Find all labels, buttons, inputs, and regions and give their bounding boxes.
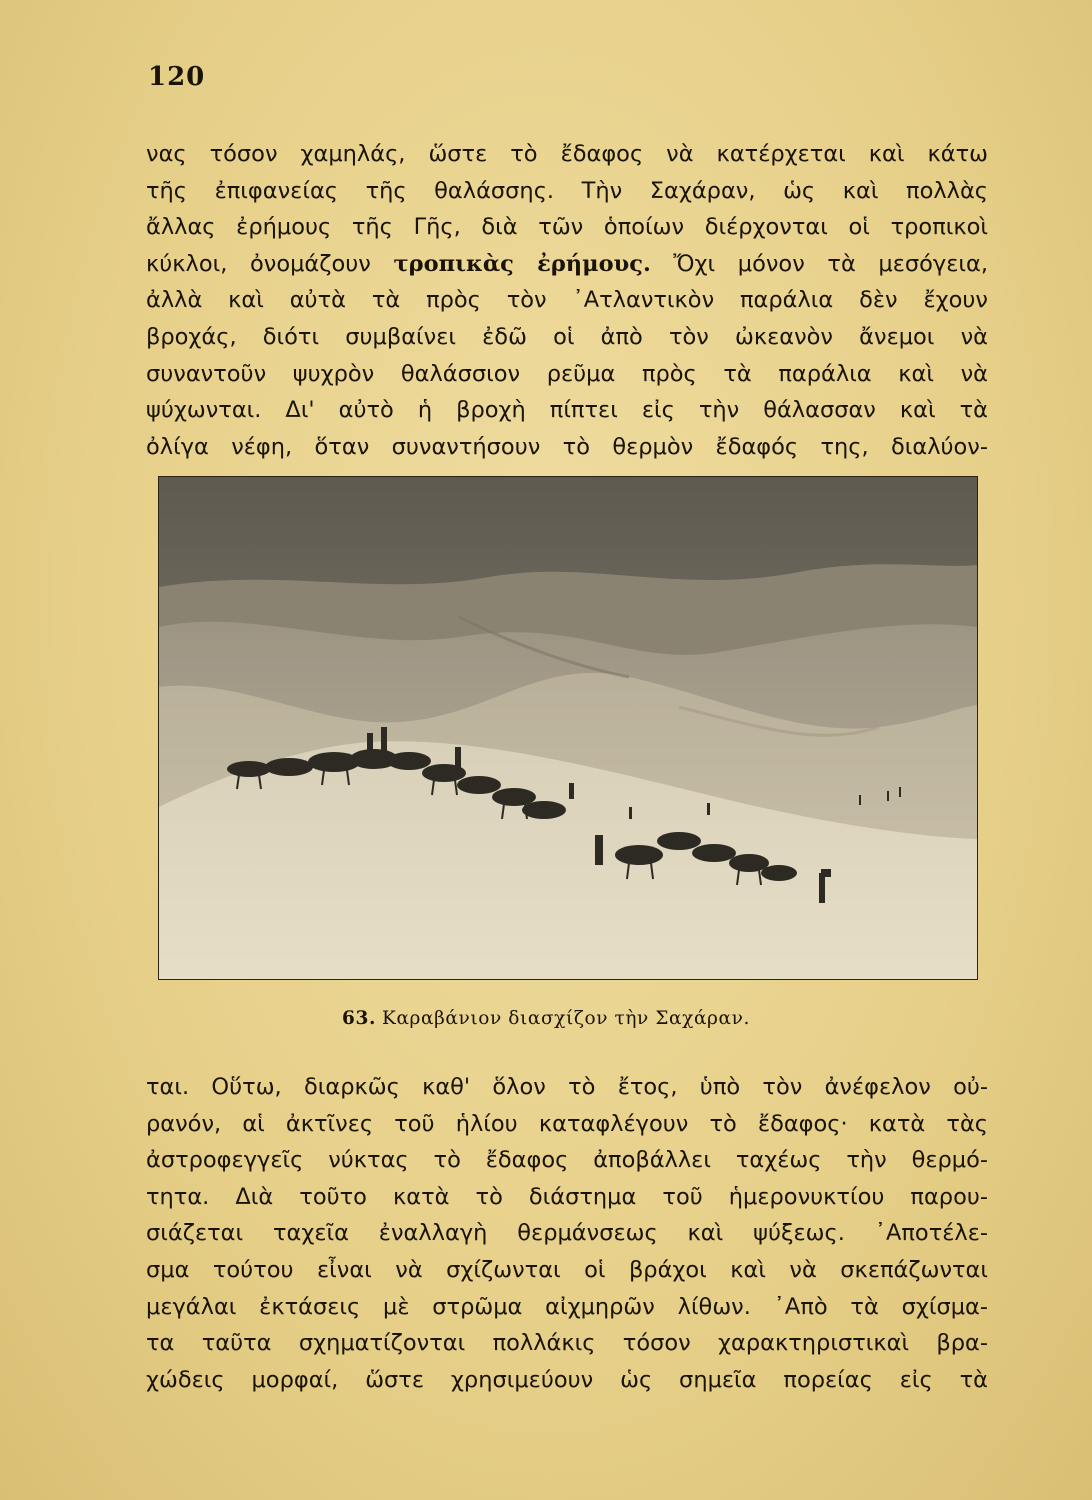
figure-caption [0, 1008, 1092, 1029]
text-segment: κύκλοι, ὀνομάζουν [146, 250, 371, 277]
bold-term: τροπικὰς ἐρήμους. [393, 250, 651, 277]
text-line: βροχάς, διότι συμβαίνει ἐδῶ οἱ ἀπὸ τὸν ὠκεανὸν ἄνεμοι νὰ [146, 323, 988, 350]
text-line: ρανόν, αἱ ἀκτῖνες τοῦ ἡλίου καταφλέγουν τὸ ἔδαφος· κατὰ τὰς [146, 1110, 988, 1137]
text-segment: Ὄχι μόνον τὰ μεσόγεια, [673, 250, 988, 277]
text-line: συναντοῦν ψυχρὸν θαλάσσιον ρεῦμα πρὸς τὰ παράλια καὶ νὰ [146, 360, 988, 387]
text-line: ὀλίγα νέφη, ὅταν συναντήσουν τὸ θερμὸν ἔδαφός της, διαλύον- [146, 433, 988, 460]
text-line: νας τόσον χαμηλάς, ὥστε τὸ ἔδαφος νὰ κατέρχεται καὶ κάτω [146, 141, 988, 167]
figure-number: 63. [342, 1008, 377, 1029]
caravan-photo [158, 476, 978, 980]
text-line: σιάζεται ταχεῖα ἐναλλαγὴ θερμάνσεως καὶ ψύξεως. ᾿Αποτέλε- [146, 1220, 988, 1247]
text-line-with-term [146, 246, 988, 283]
text-line: μεγάλαι ἐκτάσεις μὲ στρῶμα αἰχμηρῶν λίθων. ᾿Απὸ τὰ σχίσμα- [146, 1293, 988, 1320]
bottom-paragraph [146, 1069, 988, 1398]
text-line: ἀστροφεγγεῖς νύκτας τὸ ἔδαφος ἀποβάλλει ταχέως τὴν θερμό- [146, 1147, 988, 1174]
text-line: ται. Οὕτω, διαρκῶς καθ' ὅλον τὸ ἔτος, ὑπὸ τὸν ἀνέφελον οὐ- [146, 1074, 988, 1100]
text-line: ἀλλὰ καὶ αὐτὰ τὰ πρὸς τὸν ᾿Ατλαντικὸν παράλια δὲν ἔχουν [146, 287, 988, 314]
top-paragraph [146, 136, 988, 465]
caption-text: Καραβάνιον διασχίζον τὴν Σαχάραν. [382, 1008, 750, 1029]
page-number: 120 [148, 62, 206, 92]
text-line: ἄλλας ἐρήμους τῆς Γῆς, διὰ τῶν ὁποίων διέρχονται οἱ τροπικοὶ [146, 214, 988, 241]
text-line: τῆς ἐπιφανείας τῆς θαλάσσης. Τὴν Σαχάραν, ὡς καὶ πολλὰς [146, 177, 988, 204]
text-line: χώδεις μορφαί, ὥστε χρησιμεύουν ὡς σημεῖα πορείας εἰς τὰ [146, 1366, 988, 1393]
text-line: σμα τούτου εἶναι νὰ σχίζωνται οἱ βράχοι καὶ νὰ σκεπάζωνται [146, 1256, 988, 1283]
text-line: τητα. Διὰ τοῦτο κατὰ τὸ διάστημα τοῦ ἡμερονυκτίου παρου- [146, 1183, 988, 1210]
desert-illustration [159, 477, 977, 979]
text-line: τα ταῦτα σχηματίζονται πολλάκις τόσον χαρακτηριστικαὶ βρα- [146, 1330, 988, 1357]
text-line: ψύχωνται. Δι' αὐτὸ ἡ βροχὴ πίπτει εἰς τὴν θάλασσαν καὶ τὰ [146, 397, 988, 424]
